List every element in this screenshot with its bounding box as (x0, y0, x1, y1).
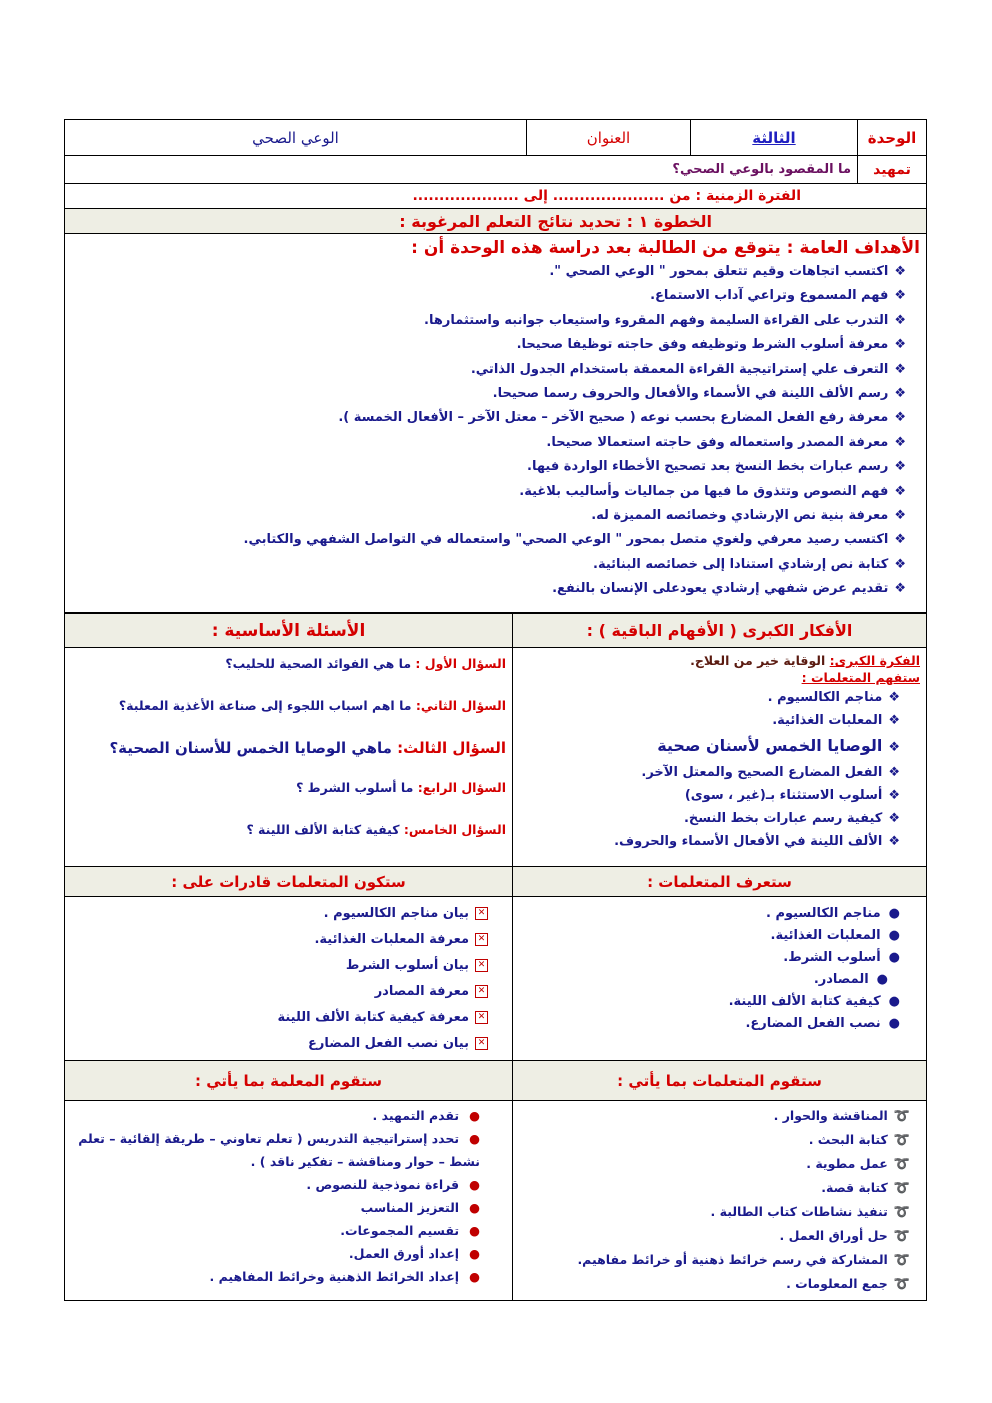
know-heading: ستعرف المتعلمات : (513, 867, 927, 897)
goal-item-text: التعرف علي إستراتيجية القراءة المعمقة باستخدام الجدول الذاتي. (470, 361, 889, 377)
curl-bullet-icon: ➰ (893, 1157, 910, 1172)
question-label: السؤال الثالث: (397, 739, 506, 757)
question-item (71, 738, 506, 758)
know-list (519, 903, 920, 1035)
bullet-icon: ● (888, 1016, 900, 1031)
diamond-bullet-icon: ❖ (888, 788, 900, 803)
goal-item-text: معرفة بنية نص الإرشادي وخصائصه المميزة له. (591, 508, 889, 524)
students-do-heading: ستقوم المتعلمات بما يأتي : (513, 1061, 927, 1101)
intro-label: تمهيد (858, 156, 927, 184)
goal-item-text: اكتسب اتجاهات وقيم تتعلق بمحور " الوعي الصحي ". (549, 264, 889, 279)
student-activity-item (519, 1200, 910, 1224)
goals-cell (65, 234, 927, 613)
goal-item-text: تقديم عرض شفهي إرشادي يعودعلى الإنسان بالنفع. (552, 581, 889, 597)
curl-bullet-icon: ➰ (893, 1277, 910, 1292)
student-activity-item (519, 1272, 910, 1296)
curl-bullet-icon: ➰ (893, 1229, 910, 1244)
goal-item (71, 309, 906, 333)
bullet-icon: ● (469, 1108, 480, 1123)
diamond-bullet-icon: ❖ (894, 288, 906, 304)
goal-item-text: معرفة المصدر واستعماله وفق حاجته استعمالا صحيحا. (546, 434, 889, 450)
know-item (519, 947, 900, 969)
able-item-text: معرفة المعلبات الغذائية. (314, 932, 469, 947)
goal-item (71, 333, 906, 357)
diamond-bullet-icon: ❖ (894, 508, 906, 524)
know-item (519, 903, 900, 925)
curl-bullet-icon: ➰ (893, 1253, 910, 1268)
goal-item-text: اكتسب رصيد معرفي ولغوي متصل بمحور " الوعي الصحي" واستعماله في التواصل الشفهي والكتابي. (243, 532, 889, 548)
student-activity-item-text: عمل مطوية . (806, 1156, 888, 1171)
able-heading: ستكون المتعلمات قادرات على : (65, 867, 513, 897)
student-activity-item (519, 1248, 910, 1272)
diamond-bullet-icon: ❖ (888, 690, 900, 705)
know-item (519, 925, 900, 947)
goal-item-text: رسم الألف اللينة في الأسماء والأفعال والحروف رسما صحيحا. (492, 386, 889, 402)
title-label: العنوان (527, 120, 691, 156)
goal-item-text: فهم المسموع وتراعي آداب الاستماع. (650, 288, 889, 304)
bullet-icon: ● (469, 1246, 480, 1261)
goal-item (71, 260, 906, 284)
bullet-icon: ● (888, 994, 900, 1009)
goal-item (71, 382, 906, 406)
student-activity-item (519, 1152, 910, 1176)
teacher-do-cell (65, 1101, 513, 1301)
big-idea-item-text: الألف اللينة في الأفعال الأسماء والحروف. (614, 834, 883, 849)
checkbox-x-icon: ✕ (475, 985, 488, 998)
diamond-bullet-icon: ❖ (894, 459, 906, 475)
question-label: السؤال الخامس: (403, 822, 506, 837)
big-idea-label: الفكرة الكبرى: (829, 653, 920, 668)
big-idea-item (519, 686, 900, 709)
big-ideas-list (519, 686, 920, 853)
curl-bullet-icon: ➰ (893, 1109, 910, 1124)
bullet-icon: ● (888, 906, 900, 921)
bullet-icon: ● (469, 1269, 480, 1284)
big-idea-item (519, 709, 900, 732)
checkbox-x-icon: ✕ (475, 959, 488, 972)
curl-bullet-icon: ➰ (893, 1205, 910, 1220)
goal-item (71, 480, 906, 504)
checkbox-x-icon: ✕ (475, 933, 488, 946)
question-item (71, 820, 506, 840)
diamond-bullet-icon: ❖ (894, 264, 906, 279)
teacher-activity-item (71, 1127, 480, 1173)
know-item-text: المصادر. (813, 972, 869, 987)
goal-item (71, 455, 906, 479)
able-item (71, 1005, 488, 1031)
teacher-activity-item (71, 1173, 480, 1196)
checkbox-x-icon: ✕ (475, 1037, 488, 1050)
able-item (71, 979, 488, 1005)
diamond-bullet-icon: ❖ (894, 386, 906, 402)
know-item (519, 1013, 900, 1035)
big-idea-item (519, 761, 900, 784)
bullet-icon: ● (469, 1131, 480, 1146)
able-list (71, 901, 506, 1057)
able-item-text: بيان مناجم الكالسيوم . (323, 906, 469, 921)
teacher-activity-item-text: التعزيز المناسب (360, 1200, 460, 1215)
diamond-bullet-icon: ❖ (888, 834, 900, 849)
big-idea-item-text: كيفية رسم عبارات بخط النسخ. (683, 811, 883, 826)
goal-item (71, 358, 906, 382)
goal-item (71, 431, 906, 455)
big-idea-item-text: أسلوب الاستثناء بـ(غير ، سوى) (684, 788, 883, 803)
able-cell (65, 897, 513, 1061)
know-item (519, 969, 900, 991)
big-idea-item-text: المعلبات الغذائية. (772, 713, 883, 728)
question-text: ماهي الوصايا الخمس للأسنان الصحية؟ (109, 739, 398, 757)
big-idea-item (519, 807, 900, 830)
question-label: السؤال الأول : (415, 656, 506, 671)
bullet-icon: ● (469, 1200, 480, 1215)
body-table (64, 613, 927, 1301)
question-label: السؤال الثاني: (415, 698, 506, 713)
teacher-activity-item-text: تقدم التمهيد . (372, 1108, 460, 1123)
teacher-activity-item-text: إعداد الخرائط الذهنية وخرائط المفاهيم . (209, 1269, 460, 1284)
students-do-list (519, 1104, 920, 1296)
question-text: كيفية كتابة الألف اللينة ؟ (246, 822, 404, 837)
teacher-activity-item (71, 1265, 480, 1288)
student-activity-item-text: المشاركة في رسم خرائط ذهنية أو خرائط مفاهيم. (577, 1252, 888, 1267)
curl-bullet-icon: ➰ (893, 1133, 910, 1148)
goal-item (71, 577, 906, 601)
diamond-bullet-icon: ❖ (894, 337, 906, 353)
goals-list (71, 260, 920, 602)
goal-item-text: معرفة أسلوب الشرط وتوظيفه وفق حاجته توظيفا صحيحا. (516, 337, 889, 353)
bullet-icon: ● (888, 928, 900, 943)
student-activity-item (519, 1224, 910, 1248)
unit-label: الوحدة (858, 120, 927, 156)
question-text: ما اهم اسباب اللجوء إلى صناعة الأغذية المعلبة؟ (118, 698, 416, 713)
bullet-icon: ● (888, 950, 900, 965)
curl-bullet-icon: ➰ (893, 1181, 910, 1196)
header-table (64, 119, 927, 613)
goal-item (71, 553, 906, 577)
know-item (519, 991, 900, 1013)
diamond-bullet-icon: ❖ (894, 483, 906, 499)
able-item-text: بيان نصب الفعل المضارع (308, 1036, 469, 1051)
goal-item-text: كتابة نص إرشادي استنادا إلى خصائصه البنائية. (593, 556, 889, 572)
diamond-bullet-icon: ❖ (894, 361, 906, 377)
question-item (71, 696, 506, 716)
questions-heading: الأسئلة الأساسية : (65, 614, 513, 648)
student-activity-item-text: كتابة قصة. (821, 1180, 888, 1195)
question-text: ما أسلوب الشرط ؟ (296, 780, 418, 795)
student-activity-item-text: كتابة البحث . (808, 1132, 888, 1147)
teacher-activity-item (71, 1242, 480, 1265)
know-item-text: المعلبات الغذائية. (770, 928, 881, 943)
diamond-bullet-icon: ❖ (894, 312, 906, 328)
goal-item (71, 504, 906, 528)
goal-item-text: التدرب على القراءة السليمة وفهم المقروء واستيعاب جوانبه واستثمارها. (424, 312, 889, 328)
big-idea-item (519, 784, 900, 807)
diamond-bullet-icon: ❖ (894, 532, 906, 548)
goal-item (71, 284, 906, 308)
know-cell (513, 897, 927, 1061)
teacher-do-heading: ستقوم المعلمة بما يأتي : (65, 1061, 513, 1101)
teacher-activity-item (71, 1104, 480, 1127)
teacher-activity-item-text: تقسيم المجموعات. (340, 1223, 460, 1238)
able-item-text: معرفة كيفية كتابة الألف اللينة (277, 1010, 469, 1025)
questions-list (71, 654, 506, 840)
lesson-plan-document (65, 119, 927, 1301)
know-item-text: كيفية كتابة الألف اللينة. (728, 994, 881, 1009)
able-item-text: بيان أسلوب الشرط (345, 958, 469, 973)
big-ideas-cell (513, 648, 927, 867)
teacher-activity-item-text: إعداد أورق العمل. (348, 1246, 460, 1261)
student-activity-item (519, 1128, 910, 1152)
know-item-text: أسلوب الشرط. (783, 950, 881, 965)
goal-item-text: فهم النصوص وتتذوق ما فيها من جماليات وأساليب بلاغية. (519, 483, 889, 499)
diamond-bullet-icon: ❖ (894, 581, 906, 597)
know-item-text: مناجم الكالسيوم . (765, 906, 881, 921)
teacher-do-list (71, 1104, 506, 1288)
teacher-activity-item-text: قراءة نموذجية للنصوص . (306, 1177, 460, 1192)
big-idea-text: الوقاية خير من العلاج. (690, 653, 830, 668)
teacher-activity-item-text: تحدد إستراتيجية التدريس ( تعلم تعاوني – طريقة إلقائية – تعلم نشط – حوار ومناقشة – تفكير ناقد ) . (78, 1131, 480, 1169)
question-item (71, 778, 506, 798)
diamond-bullet-icon: ❖ (894, 556, 906, 572)
period-text: الفترة الزمنية : من ..................... إلى .................... (65, 184, 927, 209)
student-activity-item-text: تنفيذ نشاطات كتاب الطالبة . (710, 1204, 888, 1219)
diamond-bullet-icon: ❖ (888, 740, 900, 755)
student-activity-item-text: حل أوراق العمل . (779, 1228, 888, 1243)
title-value: الوعي الصحي (65, 120, 527, 156)
bullet-icon: ● (469, 1223, 480, 1238)
diamond-bullet-icon: ❖ (888, 713, 900, 728)
question-label: السؤال الرابع: (417, 780, 506, 795)
student-activity-item-text: المناقشة والحوار . (773, 1108, 888, 1123)
unit-value: الثالثة (691, 120, 858, 156)
big-idea-item-text: الوصايا الخمس لأسنان صحية (657, 736, 883, 755)
understand-label: ستفهم المتعلمات : (801, 670, 920, 685)
able-item (71, 953, 488, 979)
intro-value: ما المقصود بالوعي الصحي؟ (65, 156, 858, 184)
diamond-bullet-icon: ❖ (888, 765, 900, 780)
diamond-bullet-icon: ❖ (894, 410, 906, 426)
student-activity-item (519, 1104, 910, 1128)
big-idea-item (519, 830, 900, 853)
step1-heading: الخطوة ١ : تحديد نتائج التعلم المرغوبة : (65, 209, 927, 234)
able-item (71, 901, 488, 927)
big-idea-item (519, 732, 900, 761)
goal-item (71, 406, 906, 430)
goal-item-text: رسم عبارات بخط النسخ بعد تصحيح الأخطاء الواردة فيها. (527, 459, 889, 475)
checkbox-x-icon: ✕ (475, 1011, 488, 1024)
goal-item (71, 528, 906, 552)
bullet-icon: ● (469, 1177, 480, 1192)
question-item (71, 654, 506, 674)
students-do-cell (513, 1101, 927, 1301)
diamond-bullet-icon: ❖ (888, 811, 900, 826)
able-item-text: معرفة المصادر (374, 984, 469, 999)
checkbox-x-icon: ✕ (475, 907, 488, 920)
question-text: ما هي الفوائد الصحية للحليب؟ (225, 656, 416, 671)
able-item (71, 927, 488, 953)
big-ideas-heading: الأفكار الكبرى ( الأفهام الباقية ) : (513, 614, 927, 648)
teacher-activity-item (71, 1219, 480, 1242)
big-idea-item-text: مناجم الكالسيوم . (767, 690, 883, 705)
goal-item-text: معرفة رفع الفعل المضارع بحسب نوعه ( صحيح الآخر – معتل الآخر – الأفعال الخمسة ). (338, 410, 889, 426)
student-activity-item (519, 1176, 910, 1200)
know-item-text: نصب الفعل المضارع. (745, 1016, 881, 1031)
big-idea-main (519, 652, 920, 669)
goals-heading: الأهداف العامة : يتوقع من الطالبة بعد دراسة هذه الوحدة أن : (411, 238, 920, 258)
able-item (71, 1031, 488, 1057)
big-idea-item-text: الفعل المضارع الصحيح والمعتل الآخر. (641, 765, 883, 780)
bullet-icon: ● (876, 972, 888, 987)
questions-cell (65, 648, 513, 867)
teacher-activity-item (71, 1196, 480, 1219)
diamond-bullet-icon: ❖ (894, 434, 906, 450)
student-activity-item-text: جمع المعلومات . (786, 1276, 888, 1291)
